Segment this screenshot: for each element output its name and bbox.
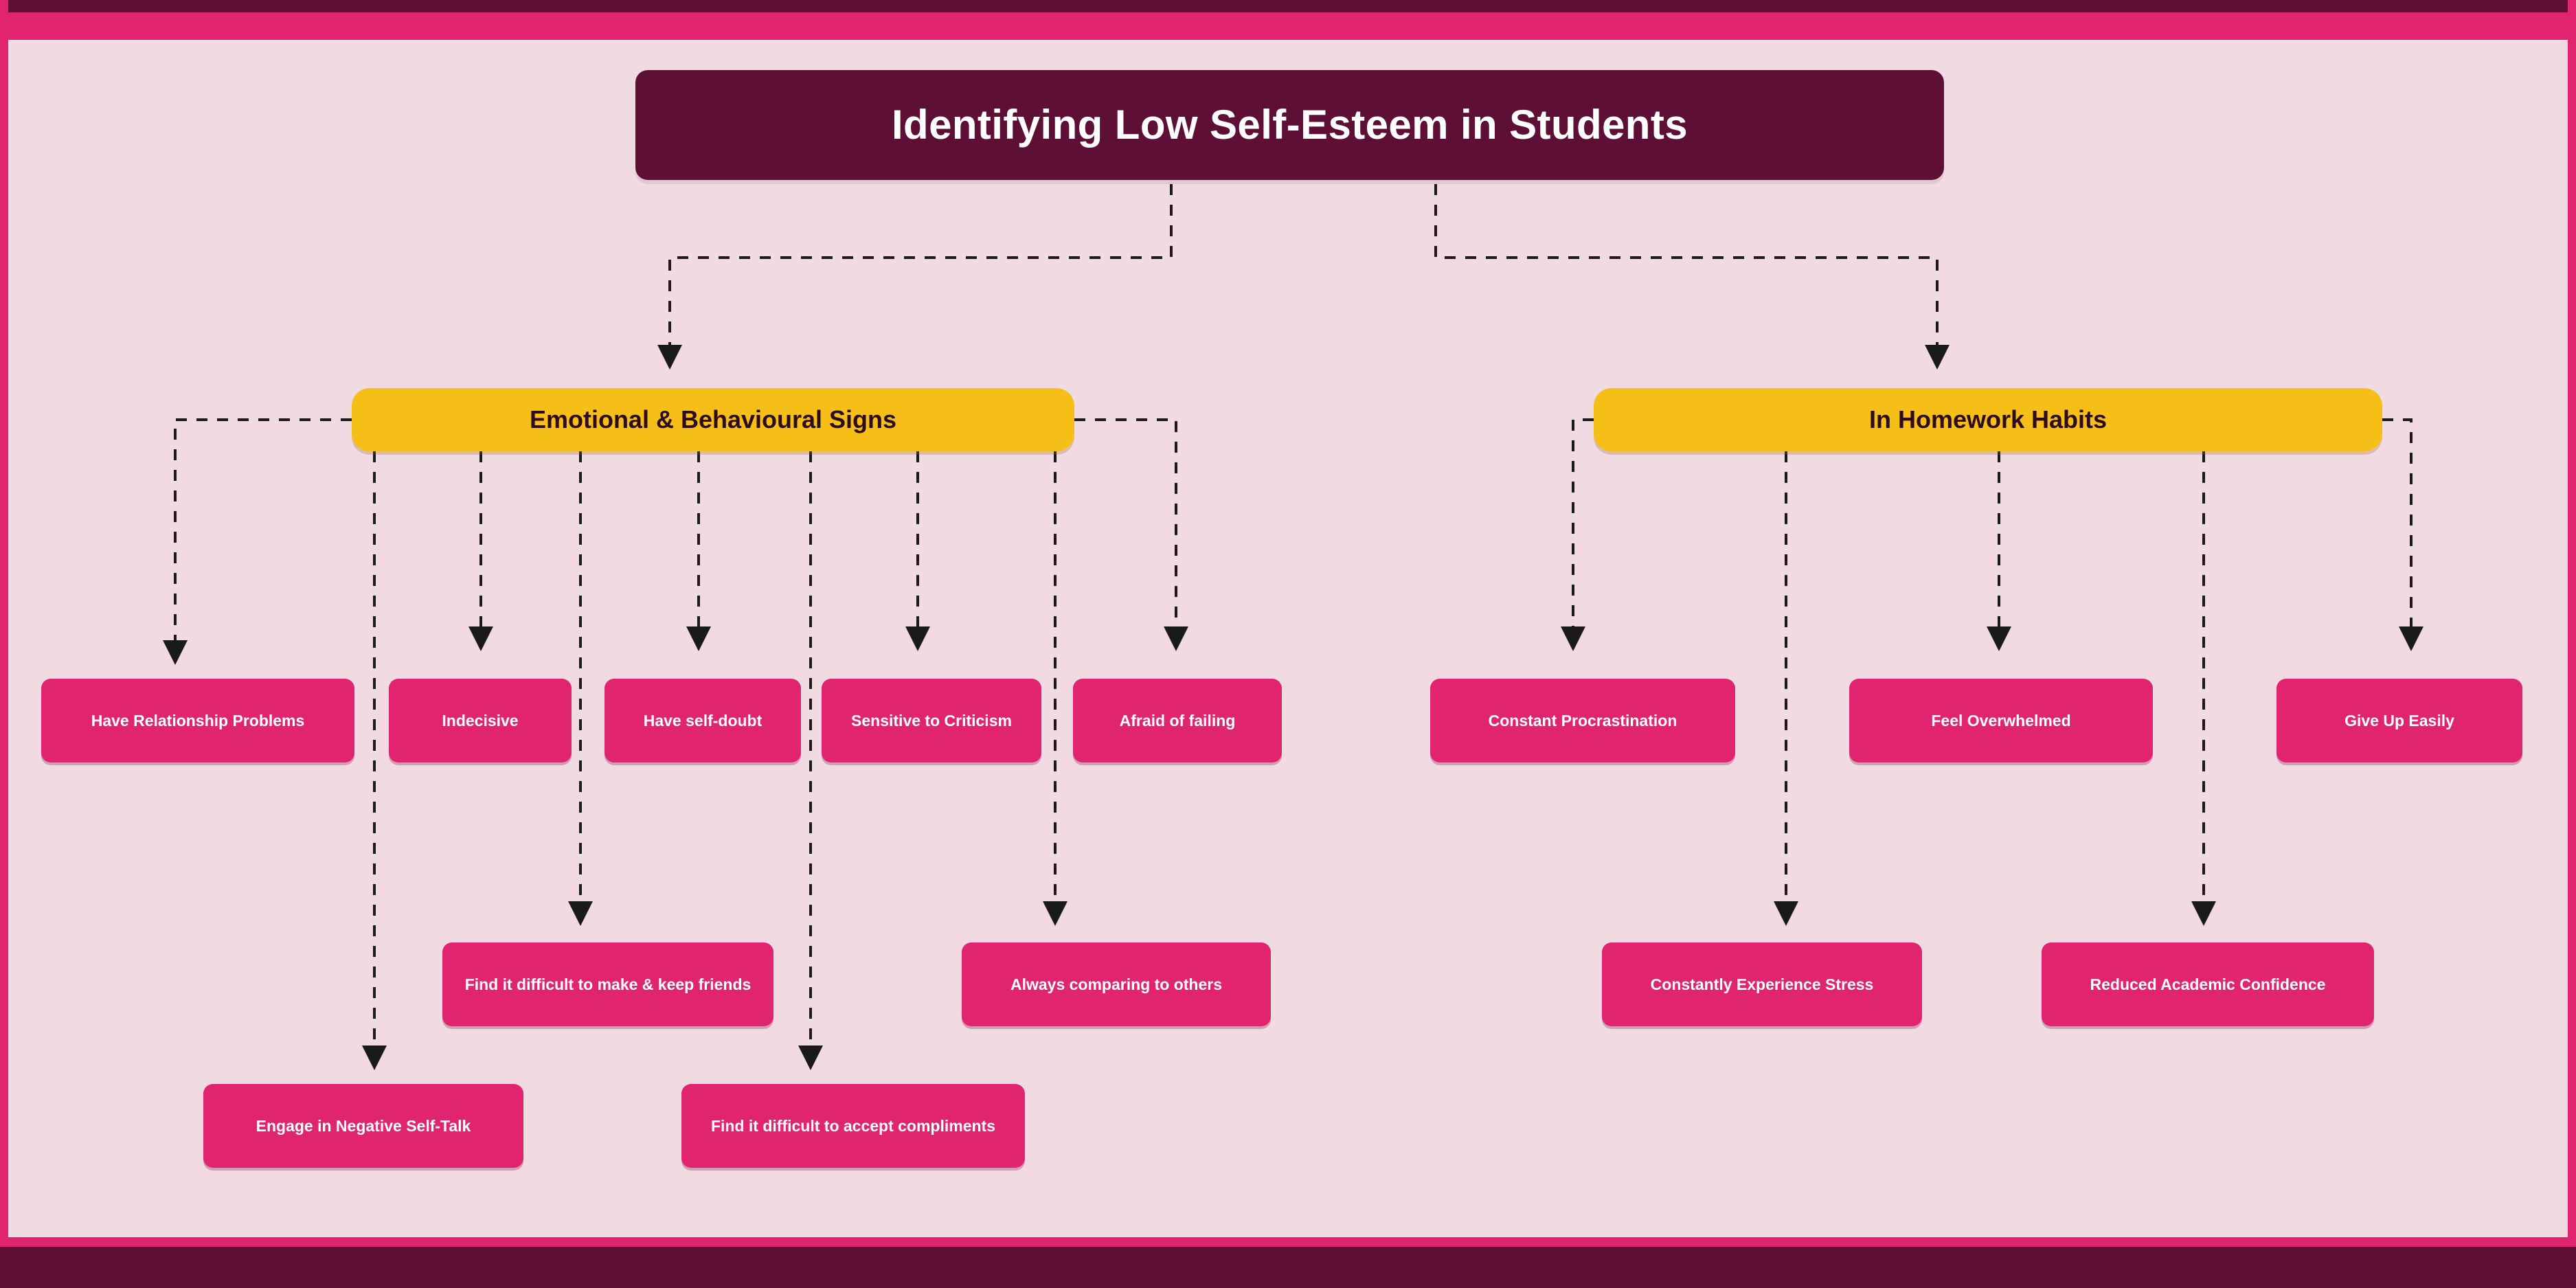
leaf-have-relationship-problems[interactable] xyxy=(41,679,354,762)
page-title-text: Identifying Low Self-Esteem in Students xyxy=(891,102,1688,148)
page-title xyxy=(635,70,1944,180)
leaf-feel-overwhelmed[interactable] xyxy=(1849,679,2153,762)
leaf-afraid-of-failing[interactable] xyxy=(1073,679,1282,762)
leaf-indecisive[interactable] xyxy=(389,679,572,762)
bottom-pink-band xyxy=(0,1237,2576,1247)
leaf-constantly-experience-stress[interactable] xyxy=(1602,942,1922,1026)
leaf-label: Reduced Academic Confidence xyxy=(2090,975,2326,993)
branch-emotional-behavioural-signs[interactable] xyxy=(352,388,1074,451)
leaf-label: Find it difficult to make & keep friends xyxy=(464,975,752,993)
leaf-constant-procrastination[interactable] xyxy=(1430,679,1735,762)
leaf-find-it-difficult-to-make-keep-friends[interactable] xyxy=(442,942,773,1026)
leaf-label: Constantly Experience Stress xyxy=(1650,975,1874,993)
leaf-label: Engage in Negative Self-Talk xyxy=(256,1116,471,1135)
leaf-label: Afraid of failing xyxy=(1119,711,1236,730)
leaf-find-it-difficult-to-accept-compliments[interactable] xyxy=(681,1084,1025,1168)
leaf-label: Feel Overwhelmed xyxy=(1931,711,2071,730)
leaf-label: Give Up Easily xyxy=(2345,711,2454,730)
leaf-reduced-academic-confidence[interactable] xyxy=(2042,942,2374,1026)
right-pink-edge xyxy=(2568,0,2576,1288)
bottom-dark-band xyxy=(0,1247,2576,1288)
leaf-have-self-doubt[interactable] xyxy=(605,679,801,762)
leaf-label: Have Relationship Problems xyxy=(91,711,305,730)
branch-label: In Homework Habits xyxy=(1868,405,2108,434)
leaf-label: Find it difficult to accept compliments xyxy=(710,1116,996,1135)
branch-in-homework-habits[interactable] xyxy=(1594,388,2382,451)
leaf-label: Constant Procrastination xyxy=(1488,711,1677,730)
leaf-label: Always comparing to others xyxy=(1010,975,1222,993)
leaf-label: Sensitive to Criticism xyxy=(851,711,1012,730)
leaf-give-up-easily[interactable] xyxy=(2276,679,2522,762)
leaf-sensitive-to-criticism[interactable] xyxy=(822,679,1041,762)
branch-label: Emotional & Behavioural Signs xyxy=(529,405,897,434)
leaf-engage-in-negative-self-talk[interactable] xyxy=(203,1084,523,1168)
leaf-always-comparing-to-others[interactable] xyxy=(962,942,1271,1026)
leaf-label: Have self-doubt xyxy=(643,711,762,730)
leaf-label: Indecisive xyxy=(442,711,519,730)
top-pink-band xyxy=(0,12,2576,40)
left-pink-edge xyxy=(0,0,8,1288)
top-dark-band xyxy=(0,0,2576,12)
